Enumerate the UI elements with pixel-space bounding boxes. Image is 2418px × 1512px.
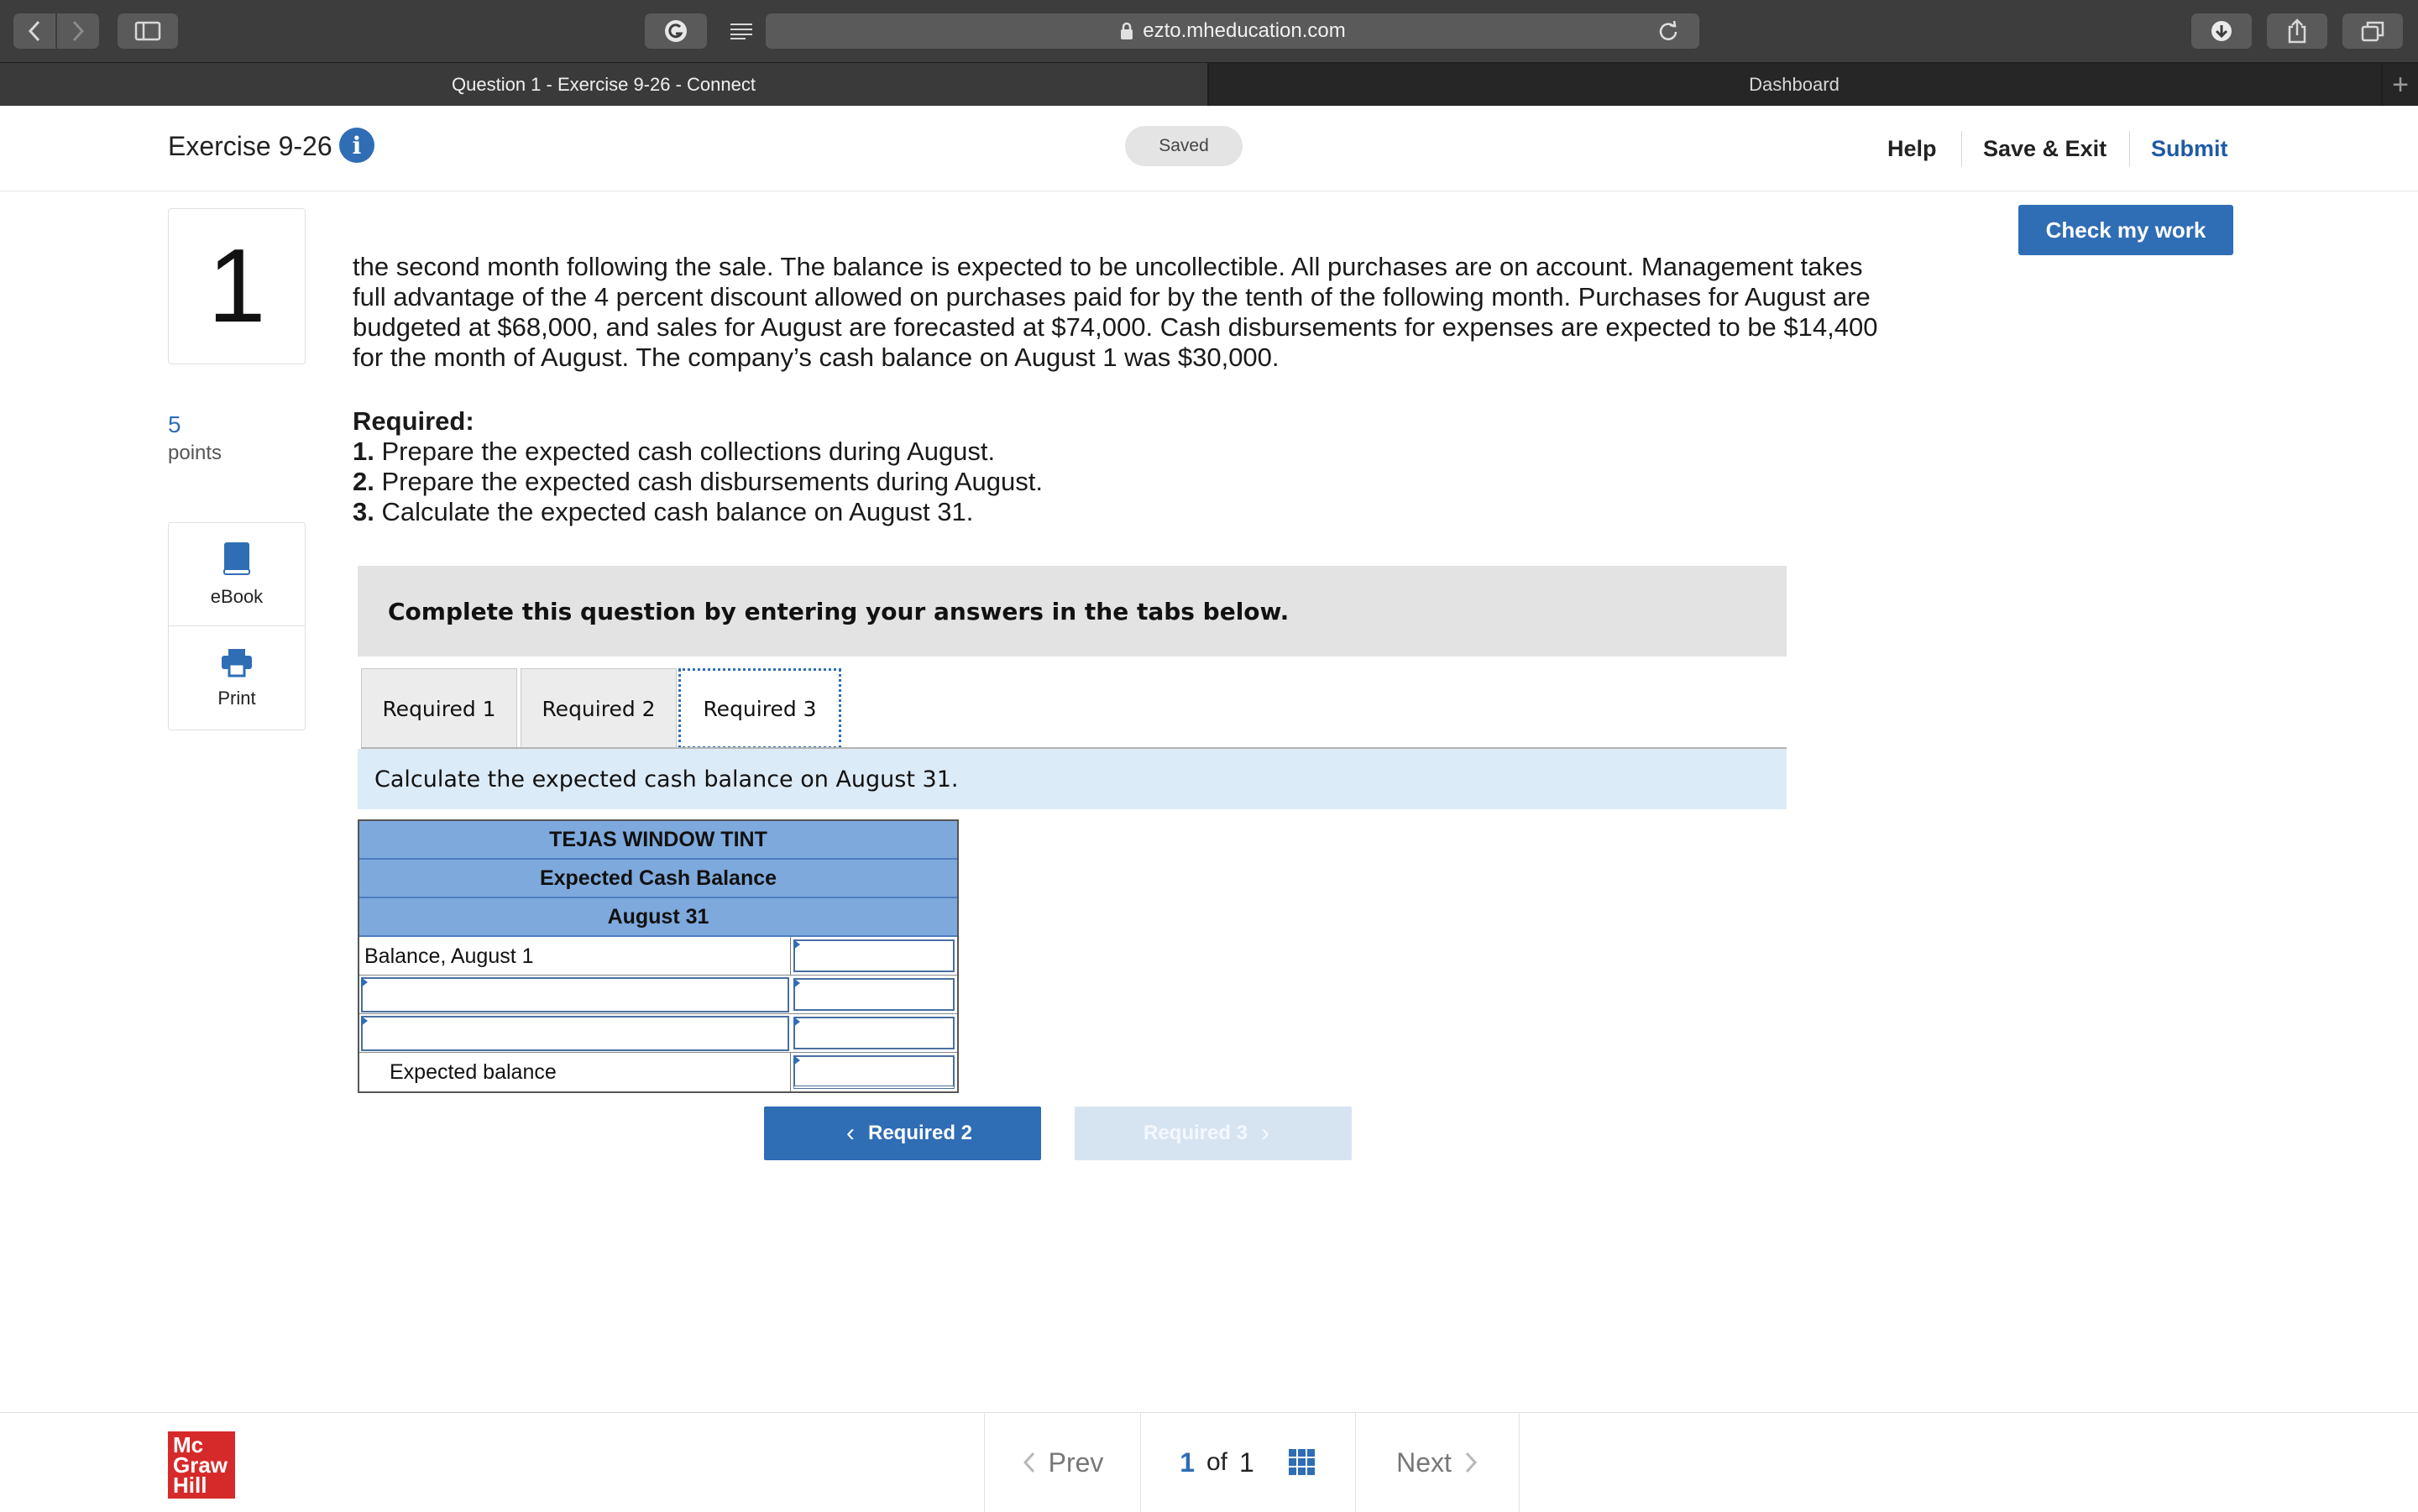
grammarly-icon (663, 18, 688, 44)
points-value: 5 (168, 411, 181, 437)
amount-input[interactable] (793, 1017, 955, 1049)
table-row (359, 1053, 957, 1091)
question-pager (984, 1413, 1520, 1512)
previous-required-button[interactable] (764, 1107, 1041, 1160)
mcgraw-hill-logo: Mc Graw Hill (168, 1431, 235, 1499)
amount-input[interactable] (793, 939, 955, 972)
flag-marker (793, 1055, 800, 1065)
page-title: Exercise 9-26 (168, 131, 332, 161)
tab-required-1[interactable]: Required 1 (361, 668, 517, 749)
question-text (353, 252, 1923, 373)
prev-label: Prev (1048, 1447, 1104, 1478)
table-company-header: TEJAS WINDOW TINT (359, 821, 957, 860)
sidebar-icon (134, 21, 161, 41)
requirements-block (353, 406, 1043, 527)
label-input[interactable] (361, 1016, 789, 1051)
print-button[interactable] (168, 626, 306, 730)
tabs-icon (2361, 20, 2384, 42)
total-input[interactable] (793, 1055, 955, 1089)
grid-icon[interactable] (1288, 1448, 1316, 1477)
chevron-left-icon (1022, 1451, 1037, 1474)
browser-toolbar (0, 0, 2418, 62)
question-line: for the month of August. The company’s cash balance on August 1 was $30,000. (353, 343, 1280, 372)
book-icon (222, 541, 251, 576)
divider (2129, 131, 2130, 166)
share-button[interactable] (2267, 13, 2327, 49)
total-pages: 1 (1239, 1447, 1254, 1478)
forward-button[interactable] (57, 13, 99, 49)
question-line: full advantage of the 4 percent discount allowed on purchases paid for by the tenth of the following month. Purchases for August are (353, 282, 1871, 311)
prev-button[interactable] (984, 1413, 1140, 1512)
question-number: 1 (168, 208, 306, 364)
flag-marker (361, 977, 368, 987)
tab-required-2[interactable]: Required 2 (521, 668, 677, 749)
requirement-item: 3. Calculate the expected cash balance on August 31. (353, 497, 974, 526)
table-title-header: Expected Cash Balance (359, 860, 957, 898)
instruction-text: Complete this question by entering your answers in the tabs below. (388, 597, 1290, 625)
reload-icon[interactable] (1657, 20, 1679, 42)
amount-input[interactable] (793, 978, 955, 1011)
next-required-label: Required 3 (1143, 1122, 1248, 1144)
flag-marker (793, 939, 800, 950)
url-text: ezto.mheducation.com (1143, 19, 1346, 42)
sidebar-toggle-button[interactable] (118, 13, 178, 49)
table-row (359, 976, 957, 1014)
reader-icon (729, 22, 754, 40)
requirement-item: 2. Prepare the expected cash disbursements during August. (353, 467, 1044, 496)
requirement-item: 1. Prepare the expected cash collections during August. (353, 437, 996, 466)
saved-status-badge: Saved (1125, 126, 1243, 166)
chevron-right-icon (1463, 1451, 1479, 1474)
next-button[interactable] (1355, 1413, 1520, 1512)
browser-tab-dashboard[interactable]: Dashboard (1749, 74, 1840, 95)
save-exit-link[interactable]: Save & Exit (1983, 136, 2107, 161)
row-label: Balance, August 1 (359, 937, 791, 976)
instruction-panel (358, 566, 1787, 657)
printer-icon (220, 647, 254, 678)
downloads-button[interactable] (2191, 13, 2252, 49)
flag-marker (361, 1016, 368, 1026)
points-label: points (168, 442, 222, 464)
divider (1961, 131, 1962, 166)
history-nav (13, 13, 99, 49)
submit-link[interactable]: Submit (2151, 136, 2228, 161)
flag-marker (793, 1017, 800, 1027)
info-icon[interactable]: i (339, 128, 374, 163)
table-row (359, 937, 957, 976)
back-button[interactable] (13, 13, 55, 49)
print-label: Print (217, 687, 256, 709)
previous-required-label: Required 2 (867, 1122, 973, 1144)
reader-button[interactable] (720, 13, 762, 49)
check-my-work-button[interactable]: Check my work (2018, 205, 2233, 255)
new-tab-button[interactable]: + (2381, 63, 2418, 107)
browser-tab-strip (0, 62, 2418, 106)
chevron-right-icon (71, 19, 86, 43)
share-icon (2287, 18, 2307, 44)
chevron-right-icon: › (1261, 1119, 1270, 1147)
question-line: budgeted at $68,000, and sales for August are forecasted at $74,000. Cash disbursements for expenses are expected to be $14,400 (353, 312, 1878, 342)
current-page: 1 (1180, 1447, 1195, 1478)
address-bar[interactable] (766, 13, 1699, 49)
table-row (359, 1014, 957, 1053)
label-input[interactable] (361, 977, 789, 1012)
footer-bar (0, 1412, 2418, 1511)
chevron-left-icon (27, 19, 42, 43)
next-label: Next (1396, 1447, 1452, 1478)
question-line: the second month following the sale. The balance is expected to be uncollectible. All purchases are on account. Management takes (353, 252, 1863, 281)
assignment-header (0, 106, 2418, 191)
required-heading: Required: (353, 406, 474, 436)
tab-overview-button[interactable] (2342, 13, 2403, 49)
table-date-header: August 31 (359, 898, 957, 937)
lock-icon (1119, 22, 1134, 40)
row-label: Expected balance (359, 1053, 791, 1091)
cash-balance-table (358, 819, 959, 1093)
next-required-button[interactable] (1075, 1107, 1352, 1160)
page-indicator (1140, 1413, 1355, 1512)
browser-tab-connect[interactable]: Question 1 - Exercise 9-26 - Connect (0, 63, 1209, 107)
tab-instruction: Calculate the expected cash balance on August 31. (358, 749, 1787, 809)
ebook-label: eBook (210, 586, 264, 607)
grammarly-button[interactable] (645, 13, 707, 49)
flag-marker (793, 978, 800, 988)
page-of-label: of (1206, 1448, 1228, 1476)
tab-required-3[interactable]: Required 3 (678, 668, 841, 749)
chevron-left-icon: ‹ (845, 1119, 855, 1147)
download-icon (2210, 19, 2233, 43)
ebook-button[interactable] (168, 522, 306, 626)
help-link[interactable]: Help (1887, 136, 1937, 161)
